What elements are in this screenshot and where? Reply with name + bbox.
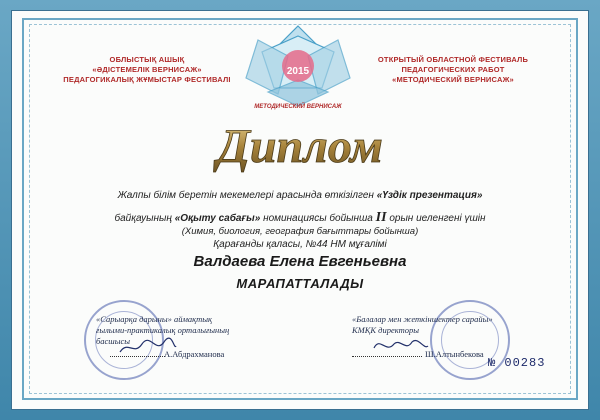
body-line-4: Қарағанды қаласы, №44 НМ мұғалімі <box>213 239 387 250</box>
logo-year: 2015 <box>286 66 310 77</box>
header-right-line: ОТКРЫТЫЙ ОБЛАСТНОЙ ФЕСТИВАЛЬ <box>377 55 529 64</box>
signature-title-line: КМҚК директоры <box>352 325 419 335</box>
handwritten-signature-right <box>372 334 430 356</box>
contest-name: «Үздік презентация» <box>376 190 483 201</box>
header-left-line: ОБЛЫСТЫҚ АШЫҚ <box>109 55 185 64</box>
body-text: байқауының <box>114 213 175 224</box>
signature-line-right <box>352 356 422 357</box>
diploma-title <box>190 116 410 174</box>
header-left <box>62 55 232 85</box>
signatory-name-left: А.Абдрахманова <box>164 349 225 359</box>
body-text: орын иеленгені үшін <box>386 213 486 224</box>
signature-block-right <box>352 314 502 336</box>
recipient-name: Валдаева Елена Евгеньевна <box>193 253 407 270</box>
body-line-1 <box>40 190 560 201</box>
body-line-2 <box>40 210 560 226</box>
body-text: номинациясы бойынша <box>260 213 376 224</box>
header-right <box>368 55 538 85</box>
signature-title-line: «Сарыарқа дарыны» аймақтық <box>96 314 213 324</box>
body-line-3: (Химия, биология, география бағыттары бойынша) <box>181 226 419 237</box>
header-left-line: ПЕДАГОГИКАЛЫҚ ЖҰМЫСТАР ФЕСТИВАЛІ <box>63 75 231 84</box>
body-text: Жалпы білім беретін мекемелері арасында өткізілген <box>117 190 377 201</box>
header-right-line: ПЕДАГОГИЧЕСКИХ РАБОТ <box>401 65 505 74</box>
handwritten-signature-left <box>118 336 178 358</box>
signature-title-line: ғылыми-практикалық орталығының <box>96 325 230 335</box>
diploma-title-text: Диплом <box>217 120 383 173</box>
signatory-name-right: Ш.Алтынбекова <box>425 349 484 359</box>
festival-logo <box>238 22 358 117</box>
nomination-name: «Оқыту сабағы» <box>174 213 261 224</box>
signature-title-line: «Балалар мен жеткіншектер сарайы» <box>352 314 493 324</box>
logo-caption: МЕТОДИЧЕСКИЙ ВЕРНИСАЖ <box>254 104 342 110</box>
header-left-line: «ӘДІСТЕМЕЛІК ВЕРНИСАЖ» <box>92 65 202 74</box>
place-number: II <box>375 210 387 225</box>
header-right-line: «МЕТОДИЧЕСКИЙ ВЕРНИСАЖ» <box>392 75 514 84</box>
serial-number: № 00283 <box>488 356 546 370</box>
signature-title-line: басшысы <box>96 336 130 346</box>
award-text: МАРАПАТТАЛАДЫ <box>236 276 364 291</box>
